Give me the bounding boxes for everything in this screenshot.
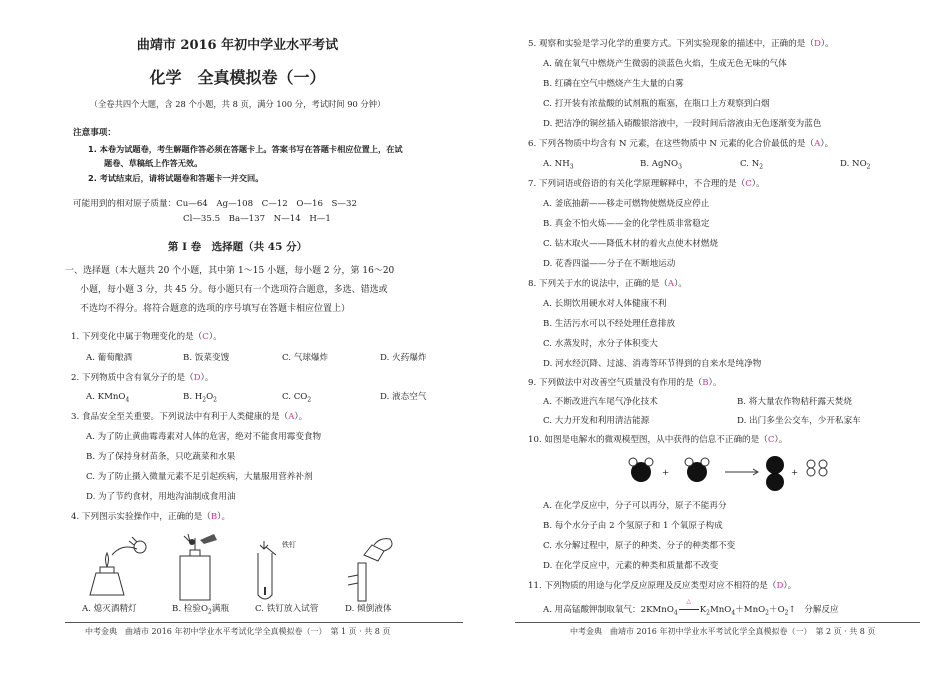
page-footer-right: 中考金典 曲靖市 2016 年初中学业水平考试化学全真模拟卷（一） 第 2 页 · 共 8 页: [570, 627, 876, 636]
figure-caption-c: C. 铁钉放入试管: [255, 604, 319, 614]
hydrogen-atom: [819, 460, 827, 468]
notice-2: 2. 考试结束后，请将试题卷和答题卡一并交回。: [88, 173, 264, 183]
oxygen-atom: [766, 473, 784, 491]
notice-1b: 题卷、草稿纸上作答无效。: [104, 158, 203, 168]
footer-rule: [515, 622, 920, 623]
q9-option-d: D. 出门多坐公交车，少开私家车: [737, 416, 861, 426]
q7-option-c: C. 钻木取火——降低木材的着火点使木材燃烧: [543, 239, 719, 249]
q9-option-c: C. 大力开发和利用清洁能源: [543, 416, 650, 426]
figure-alcohol-lamp: [82, 535, 152, 603]
hydrogen-atom: [819, 468, 827, 476]
atomic-masses-2: Cl—35.5 Ba—137 N—14 H—1: [183, 214, 331, 224]
figure-pouring-liquid: [338, 535, 408, 605]
q1-option-a: A. 葡萄酿酒: [86, 353, 133, 363]
q6-option-a: A. $NH_3$: [543, 159, 574, 171]
hydrogen-atom: [701, 458, 709, 466]
part-title: 第 Ⅰ 卷 选择题（共 45 分）: [167, 241, 308, 253]
hydrogen-atom: [645, 458, 653, 466]
question-5: 5. 观察和实验是学习化学的重要方式。下列实验现象的描述中，正确的是（D）。: [528, 39, 834, 49]
q3-option-b: B. 为了保持身材苗条，只吃蔬菜和水果: [86, 452, 236, 462]
q8-option-c: C. 水蒸发时，水分子体积变大: [543, 339, 658, 349]
answer-1: C: [202, 332, 209, 342]
hydrogen-atom: [807, 460, 815, 468]
q11-option-a: A. 用高锰酸钾制取氧气：2KMnO$_4$ △ $K_2MnO_4+MnO_2+O_2↑$ 分解反应: [543, 598, 839, 617]
question-2: 2. 下列物质中含有氧分子的是（D）。: [71, 373, 214, 383]
question-8: 8. 下列关于水的说法中，正确的是（A）。: [528, 279, 687, 289]
answer-6: A: [814, 139, 821, 149]
hydrogen-atom: [685, 458, 693, 466]
q9-option-a: A. 不断改进汽车尾气净化技术: [543, 397, 658, 407]
q6-option-d: D. $NO_2$: [840, 159, 871, 171]
exam-title: 曲靖市 2016 年初中学业水平考试: [136, 38, 339, 53]
q5-option-c: C. 打开装有浓盐酸的试剂瓶的瓶塞，在瓶口上方观察到白烟: [543, 99, 770, 109]
q1-option-c: C. 气球爆炸: [282, 353, 329, 363]
q10-option-a: A. 在化学反应中，分子可以再分，原子不能再分: [543, 501, 727, 511]
q5-option-a: A. 硫在氧气中燃烧产生微弱的淡蓝色火焰，生成无色无味的气体: [543, 59, 787, 69]
figure-oxygen-bottle: [162, 532, 232, 604]
question-9: 9. 下列做法中对改善空气质量没有作用的是（B）。: [528, 378, 722, 388]
question-7: 7. 下列词语或俗语的有关化学原理解释中，不合理的是（C）。: [528, 179, 765, 189]
q10-option-c: C. 水分解过程中，原子的种类、分子的种类都不变: [543, 541, 736, 551]
exam-subtitle: 化学 全真模拟卷（一）: [149, 68, 326, 87]
q9-option-b: B. 将大量农作物秸秆露天焚烧: [737, 397, 852, 407]
plus-sign-2: +: [791, 468, 799, 478]
answer-10: C: [767, 435, 775, 445]
figure-caption-d: D. 倾倒液体: [345, 604, 392, 614]
q2-option-c: C. $CO_2$: [282, 392, 312, 404]
hydrogen-atom: [629, 458, 637, 466]
section-intro-1: 一、选择题（本大题共 20 个小题，其中第 1～15 小题，每小题 2 分，第 16～20: [65, 266, 395, 276]
nail-label: 铁钉: [282, 541, 296, 549]
page-footer-left: 中考金典 曲靖市 2016 年初中学业水平考试化学全真模拟卷（一） 第 1 页 · 共 8 页: [85, 627, 391, 636]
q3-option-c: C. 为了防止摄入微量元素不足引起疾病，大量服用营养补剂: [86, 472, 313, 482]
q7-option-a: A. 釜底抽薪——移走可燃物使燃烧反应停止: [543, 199, 710, 209]
answer-2: D: [193, 373, 201, 383]
answer-7: C: [745, 179, 752, 189]
section-intro-2: 小题，每小题 3 分，共 45 分。每小题只有一个选项符合题意，多选、错选或: [80, 285, 388, 295]
answer-11: D: [776, 581, 784, 591]
q5-option-b: B. 红磷在空气中燃烧产生大量的白雾: [543, 79, 684, 89]
figure-caption-b: B. 检验$O_2$满瓶: [172, 604, 230, 616]
q10-option-d: D. 在化学反应中，元素的种类和质量都不改变: [543, 561, 719, 571]
q7-option-d: D. 花香四溢——分子在不断地运动: [543, 259, 676, 269]
q3-option-a: A. 为了防止黄曲霉毒素对人体的危害，绝对不能食用霉变食物: [86, 432, 322, 442]
atomic-masses-1: 可能用到的相对原子质量：Cu—64 Ag—108 C—12 O—16 S—32: [73, 199, 357, 209]
q6-option-b: B. AgNO$_3$: [640, 159, 682, 171]
q1-option-b: B. 饭菜变馊: [183, 353, 230, 363]
section-intro-3: 不选均不得分。将符合题意的选项的序号填写在答题卡相应位置上）: [80, 304, 351, 314]
answer-3: A: [288, 412, 295, 422]
electrolysis-model-figure: [625, 452, 835, 496]
question-1: 1. 下列变化中属于物理变化的是（C）。: [71, 332, 222, 342]
q2-option-b: B. $H_2O_2$: [183, 392, 217, 404]
question-11: 11. 下列物质的用途与化学反应原理及反应类型对应不相符的是（D）。: [528, 581, 797, 591]
question-4: 4. 下列图示实验操作中，正确的是（B）。: [71, 512, 231, 522]
q8-option-b: B. 生活污水可以不经处理任意排放: [543, 319, 676, 329]
plus-sign-1: +: [662, 468, 670, 478]
exam-info: （全卷共四个大题，含 28 个小题，共 8 页，满分 100 分，考试时间 90 分钟）: [89, 99, 386, 109]
question-3: 3. 食品安全至关重要。下列说法中有利于人类健康的是（A）。: [71, 412, 308, 422]
q1-option-d: D. 火药爆炸: [380, 353, 427, 363]
q6-option-c: C. $N_2$: [740, 159, 764, 171]
answer-4: B: [210, 512, 218, 522]
question-10: 10. 如图是电解水的微观模型图，从中获得的信息不正确的是（C）。: [528, 435, 788, 445]
hydrogen-atom: [807, 468, 815, 476]
q5-option-d: D. 把洁净的铜丝插入硝酸银溶液中，一段时间后溶液由无色逐渐变为蓝色: [543, 119, 822, 129]
figure-caption-a: A. 熄灭酒精灯: [82, 604, 137, 614]
q7-option-b: B. 真金不怕火炼——金的化学性质非常稳定: [543, 219, 710, 229]
notice-1a: 1. 本卷为试题卷，考生解题作答必须在答题卡上。答案书写在答题卡相应位置上，在试: [88, 144, 403, 154]
right-page: [475, 0, 950, 676]
heat-symbol: △: [686, 598, 692, 605]
answer-5: D: [813, 39, 821, 49]
q10-option-b: B. 每个水分子由 2 个氢原子和 1 个氧原子构成: [543, 521, 723, 531]
q2-option-d: D. 液态空气: [380, 392, 427, 402]
question-6: 6. 下列各物质中均含有 N 元素，在这些物质中 N 元素的化合价最低的是（A）。: [528, 139, 834, 149]
answer-8: A: [667, 279, 675, 289]
q8-option-d: D. 河水经沉降、过滤、消毒等环节得到的自来水是纯净物: [543, 359, 762, 369]
q2-option-a: A. KMnO$_4$: [86, 392, 130, 404]
answer-9: B: [702, 378, 709, 388]
oxygen-atom: [766, 456, 784, 474]
footer-rule: [65, 622, 463, 623]
q8-option-a: A. 长期饮用硬水对人体健康不利: [543, 299, 667, 309]
q3-option-d: D. 为了节约食材，用地沟油制成食用油: [86, 492, 236, 502]
notice-title: 注意事项：: [73, 128, 116, 138]
